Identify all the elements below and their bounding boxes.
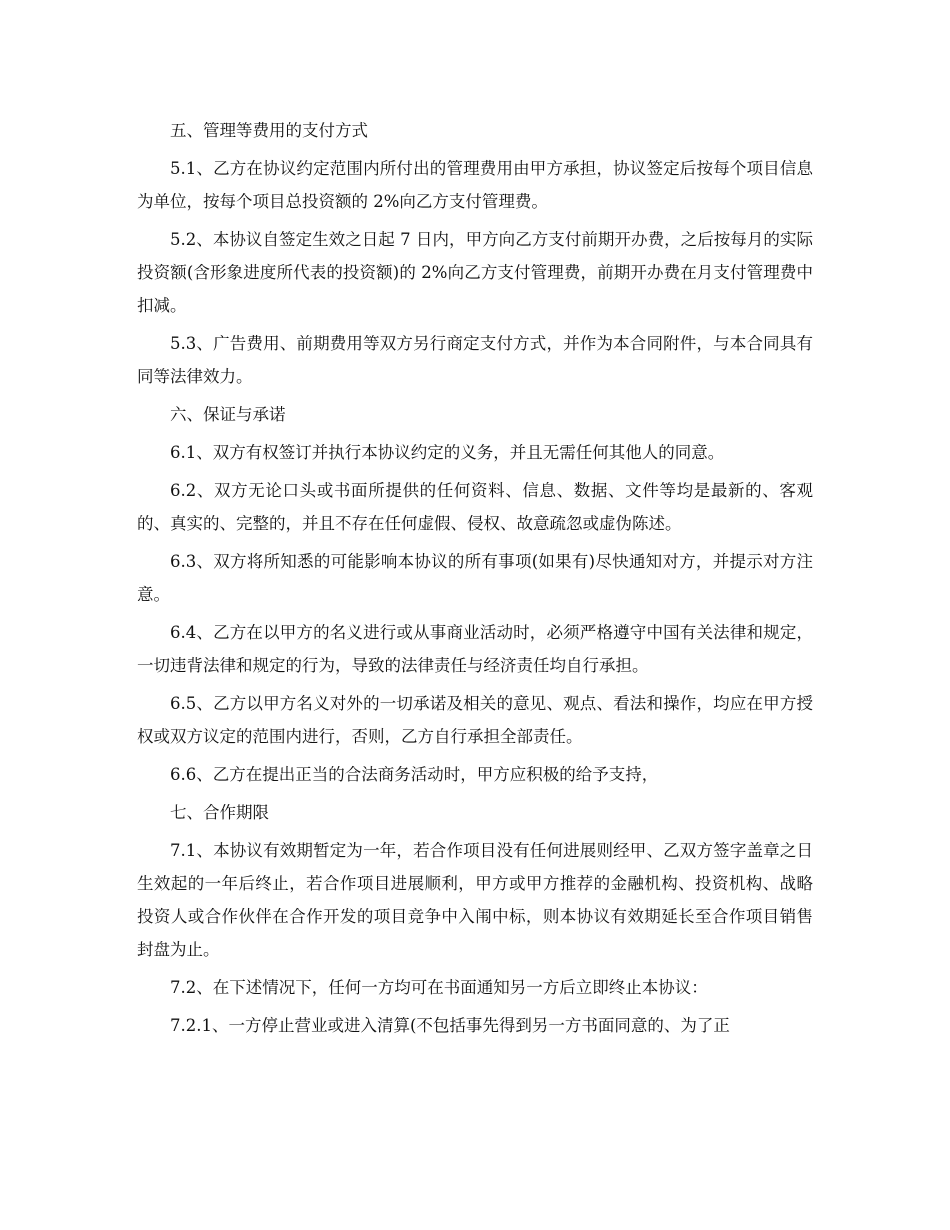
clause-6-5: 6.5、乙方以甲方名义对外的一切承诺及相关的意见、观点、看法和操作，均应在甲方授权或双方议定的范围内进行，否则，乙方自行承担全部责任。 (137, 694, 813, 746)
section-heading-guarantee: 六、保证与承诺 (170, 405, 286, 424)
clause-5-1: 5.1、乙方在协议约定范围内所付出的管理费用由甲方承担，协议签定后按每个项目信息为单位，按每个项目总投资额的 2%向乙方支付管理费。 (137, 159, 813, 211)
clause-7-2-1: 7.2.1、一方停止营业或进入清算(不包括事先得到另一方书面同意的、为了正 (170, 1016, 730, 1035)
clause-7-1: 7.1、本协议有效期暂定为一年，若合作项目没有任何进展则经甲、乙双方签字盖章之日生效起的一年后终止，若合作项目进展顺利，甲方或甲方推荐的金融机构、投资机构、战略投资人或合作伙伴在合作开发的项目竞争中入闱中标，则本协议有效期延长至合作项目销售封盘为止。 (137, 841, 813, 959)
clause-5-3: 5.3、广告费用、前期费用等双方另行商定支付方式，并作为本合同附件，与本合同具有同等法律效力。 (137, 334, 813, 386)
clause-6-4: 6.4、乙方在以甲方的名义进行或从事商业活动时，必须严格遵守中国有关法律和规定，一切违背法律和规定的行为，导致的法律责任与经济责任均自行承担。 (137, 623, 813, 675)
section-heading-term: 七、合作期限 (170, 803, 269, 822)
clause-5-2: 5.2、本协议自签定生效之日起 7 日内，甲方向乙方支付前期开办费，之后按每月的实际投资额(含形象进度所代表的投资额)的 2%向乙方支付管理费，前期开办费在月支付管理费中扣减。 (137, 230, 813, 315)
document-page (137, 114, 813, 1047)
clause-6-1: 6.1、双方有权签订并执行本协议约定的义务，并且无需任何其他人的同意。 (170, 443, 725, 462)
clause-6-3: 6.3、双方将所知悉的可能影响本协议的所有事项(如果有)尽快通知对方，并提示对方注意。 (137, 552, 813, 604)
clause-6-6: 6.6、乙方在提出正当的合法商务活动时，甲方应积极的给予支持， (170, 765, 659, 784)
section-heading-payment: 五、管理等费用的支付方式 (170, 121, 368, 140)
clause-7-2: 7.2、在下述情况下，任何一方均可在书面通知另一方后立即终止本协议： (170, 978, 708, 997)
clause-6-2: 6.2、双方无论口头或书面所提供的任何资料、信息、数据、文件等均是最新的、客观的、真实的、完整的，并且不存在任何虚假、侵权、故意疏忽或虚伪陈述。 (137, 481, 813, 533)
